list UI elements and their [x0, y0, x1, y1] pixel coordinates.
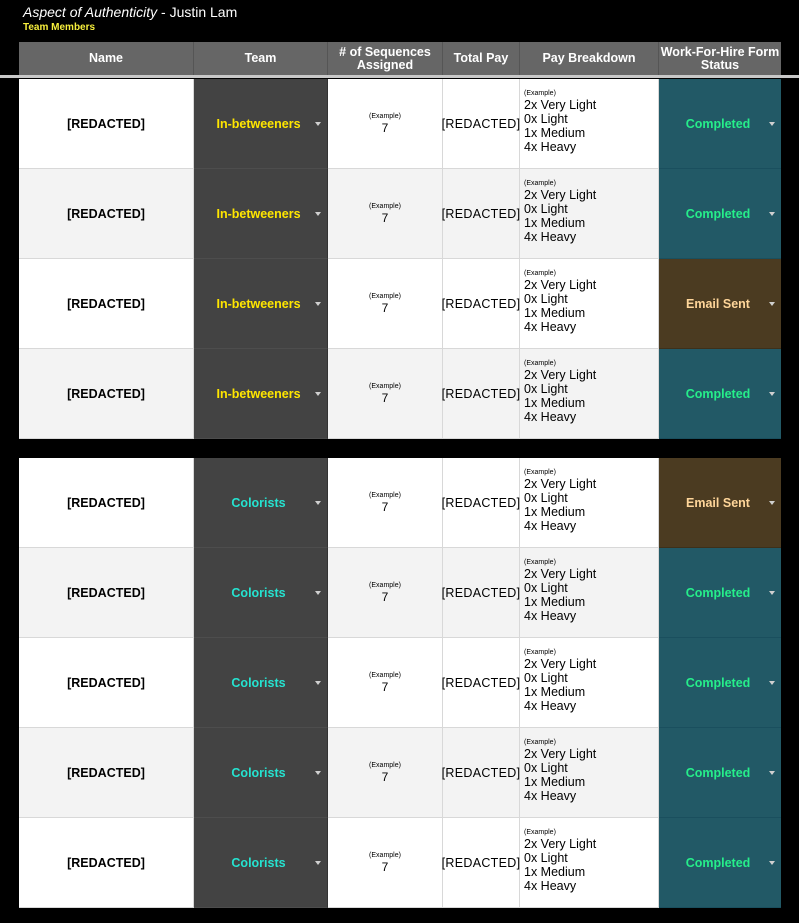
breakdown-line: 1x Medium — [524, 775, 586, 789]
chevron-down-icon[interactable] — [315, 302, 321, 306]
title-separator: - — [157, 4, 170, 20]
breakdown-line: 1x Medium — [524, 216, 586, 230]
table-row — [19, 458, 781, 548]
breakdown-line: 4x Heavy — [524, 410, 577, 424]
breakdown-line: 1x Medium — [524, 396, 586, 410]
header-form-status[interactable]: Work-For-Hire Form Status — [659, 42, 781, 75]
team-dropdown[interactable] — [194, 259, 328, 349]
breakdown-line: 1x Medium — [524, 126, 586, 140]
author-name: Justin Lam — [169, 4, 238, 20]
breakdown-line: 2x Very Light — [524, 567, 597, 581]
breakdown-line: 0x Light — [524, 382, 568, 396]
name-cell[interactable]: [REDACTED] — [19, 548, 194, 638]
sequences-cell[interactable] — [328, 259, 443, 349]
breakdown-line: 2x Very Light — [524, 477, 597, 491]
sheet-title — [23, 4, 237, 20]
team-group — [19, 79, 781, 439]
header-name[interactable]: Name — [19, 42, 194, 75]
status-label: Completed — [685, 116, 751, 131]
header-total-pay[interactable]: Total Pay — [443, 42, 520, 75]
example-note: (Example) — [524, 739, 556, 746]
form-status-dropdown[interactable] — [659, 79, 781, 169]
example-note: (Example) — [369, 581, 401, 589]
breakdown-line: 1x Medium — [524, 865, 586, 879]
form-status-dropdown[interactable] — [659, 169, 781, 259]
header-sequences[interactable]: # of Sequences Assigned — [328, 42, 443, 75]
team-label: Colorists — [231, 495, 286, 510]
example-note: (Example) — [369, 491, 401, 499]
chevron-down-icon[interactable] — [315, 591, 321, 595]
table-row — [19, 638, 781, 728]
sequences-cell[interactable] — [328, 728, 443, 818]
status-label: Completed — [685, 585, 751, 600]
example-note: (Example) — [524, 649, 556, 656]
team-group — [19, 458, 781, 908]
example-note: (Example) — [524, 469, 556, 476]
name-cell[interactable]: [REDACTED] — [19, 458, 194, 548]
pay-breakdown-cell[interactable] — [520, 169, 659, 259]
chevron-down-icon[interactable] — [769, 392, 775, 396]
status-label: Completed — [685, 855, 751, 870]
chevron-down-icon[interactable] — [315, 771, 321, 775]
breakdown-line: 2x Very Light — [524, 657, 597, 671]
status-label: Completed — [685, 765, 751, 780]
form-status-dropdown[interactable] — [659, 548, 781, 638]
total-pay-cell[interactable]: [REDACTED] — [443, 638, 520, 728]
table-row — [19, 349, 781, 439]
breakdown-line: 0x Light — [524, 292, 568, 306]
table-row — [19, 169, 781, 259]
breakdown-line: 1x Medium — [524, 595, 586, 609]
chevron-down-icon[interactable] — [315, 212, 321, 216]
breakdown-line: 2x Very Light — [524, 747, 597, 761]
sequences-cell[interactable] — [328, 79, 443, 169]
sequences-cell[interactable] — [328, 818, 443, 908]
breakdown-line: 0x Light — [524, 761, 568, 775]
total-pay-cell[interactable]: [REDACTED] — [443, 79, 520, 169]
breakdown-line: 4x Heavy — [524, 320, 577, 334]
breakdown-line: 1x Medium — [524, 685, 586, 699]
status-label: Completed — [685, 206, 751, 221]
team-label: Colorists — [231, 855, 286, 870]
breakdown-line: 4x Heavy — [524, 519, 577, 533]
sequences-cell[interactable] — [328, 548, 443, 638]
team-dropdown[interactable] — [194, 458, 328, 548]
breakdown-line: 2x Very Light — [524, 98, 597, 112]
example-note: (Example) — [369, 851, 401, 859]
sequences-cell[interactable] — [328, 349, 443, 439]
breakdown-line: 0x Light — [524, 491, 568, 505]
example-note: (Example) — [369, 292, 401, 300]
total-pay-cell[interactable]: [REDACTED] — [443, 818, 520, 908]
pay-breakdown-cell[interactable] — [520, 458, 659, 548]
breakdown-line: 4x Heavy — [524, 879, 577, 893]
form-status-dropdown[interactable] — [659, 458, 781, 548]
chevron-down-icon[interactable] — [769, 861, 775, 865]
team-dropdown[interactable] — [194, 79, 328, 169]
pay-breakdown-cell[interactable] — [520, 818, 659, 908]
total-pay-cell[interactable]: [REDACTED] — [443, 169, 520, 259]
sequences-value: 7 — [381, 589, 389, 604]
example-note: (Example) — [369, 761, 401, 769]
total-pay-cell[interactable]: [REDACTED] — [443, 458, 520, 548]
breakdown-line: 2x Very Light — [524, 837, 597, 851]
sequences-value: 7 — [381, 859, 389, 874]
sequences-value: 7 — [381, 120, 389, 135]
team-label: In-betweeners — [216, 296, 301, 311]
breakdown-line: 1x Medium — [524, 505, 586, 519]
team-dropdown[interactable] — [194, 638, 328, 728]
breakdown-line: 0x Light — [524, 112, 568, 126]
breakdown-line: 4x Heavy — [524, 609, 577, 623]
chevron-down-icon[interactable] — [315, 681, 321, 685]
pay-breakdown-cell[interactable] — [520, 349, 659, 439]
status-label: Completed — [685, 675, 751, 690]
team-dropdown[interactable] — [194, 169, 328, 259]
example-note: (Example) — [524, 180, 556, 187]
chevron-down-icon[interactable] — [315, 501, 321, 505]
name-cell[interactable]: [REDACTED] — [19, 818, 194, 908]
chevron-down-icon[interactable] — [769, 122, 775, 126]
example-note: (Example) — [524, 360, 556, 367]
team-label: Colorists — [231, 765, 286, 780]
form-status-dropdown[interactable] — [659, 349, 781, 439]
total-pay-cell[interactable]: [REDACTED] — [443, 548, 520, 638]
header-team[interactable]: Team — [194, 42, 328, 75]
team-label: In-betweeners — [216, 386, 301, 401]
breakdown-line: 2x Very Light — [524, 368, 597, 382]
chevron-down-icon[interactable] — [769, 501, 775, 505]
breakdown-line: 2x Very Light — [524, 188, 597, 202]
breakdown-line: 4x Heavy — [524, 230, 577, 244]
form-status-dropdown[interactable] — [659, 818, 781, 908]
pay-breakdown-cell[interactable] — [520, 728, 659, 818]
breakdown-line: 1x Medium — [524, 306, 586, 320]
team-label: Colorists — [231, 675, 286, 690]
team-dropdown[interactable] — [194, 548, 328, 638]
breakdown-line: 2x Very Light — [524, 278, 597, 292]
section-subtitle: Team Members — [23, 22, 96, 33]
form-status-dropdown[interactable] — [659, 259, 781, 349]
table-header — [19, 42, 781, 75]
team-dropdown[interactable] — [194, 728, 328, 818]
chevron-down-icon[interactable] — [315, 392, 321, 396]
name-cell[interactable]: [REDACTED] — [19, 349, 194, 439]
name-cell[interactable]: [REDACTED] — [19, 728, 194, 818]
team-dropdown[interactable] — [194, 818, 328, 908]
example-note: (Example) — [524, 829, 556, 836]
chevron-down-icon[interactable] — [315, 122, 321, 126]
sequences-cell[interactable] — [328, 169, 443, 259]
sequences-cell[interactable] — [328, 638, 443, 728]
sequences-value: 7 — [381, 679, 389, 694]
table-row — [19, 728, 781, 818]
total-pay-cell[interactable]: [REDACTED] — [443, 259, 520, 349]
header-pay-breakdown[interactable]: Pay Breakdown — [520, 42, 659, 75]
chevron-down-icon[interactable] — [769, 212, 775, 216]
pay-breakdown-cell[interactable] — [520, 638, 659, 728]
frozen-row-divider[interactable] — [0, 75, 799, 78]
total-pay-cell[interactable]: [REDACTED] — [443, 349, 520, 439]
name-cell[interactable]: [REDACTED] — [19, 169, 194, 259]
table-row — [19, 818, 781, 908]
chevron-down-icon[interactable] — [769, 302, 775, 306]
sequences-value: 7 — [381, 499, 389, 514]
form-status-dropdown[interactable] — [659, 638, 781, 728]
sequences-value: 7 — [381, 210, 389, 225]
table-row — [19, 548, 781, 638]
team-label: In-betweeners — [216, 116, 301, 131]
chevron-down-icon[interactable] — [769, 681, 775, 685]
team-dropdown[interactable] — [194, 349, 328, 439]
breakdown-line: 0x Light — [524, 851, 568, 865]
example-note: (Example) — [524, 90, 556, 97]
sequences-value: 7 — [381, 300, 389, 315]
name-cell[interactable]: [REDACTED] — [19, 638, 194, 728]
example-note: (Example) — [369, 202, 401, 210]
example-note: (Example) — [524, 270, 556, 277]
status-label: Completed — [685, 386, 751, 401]
chevron-down-icon[interactable] — [769, 771, 775, 775]
chevron-down-icon[interactable] — [315, 861, 321, 865]
sequences-value: 7 — [381, 769, 389, 784]
name-cell[interactable]: [REDACTED] — [19, 259, 194, 349]
breakdown-line: 4x Heavy — [524, 699, 577, 713]
pay-breakdown-cell[interactable] — [520, 259, 659, 349]
pay-breakdown-cell[interactable] — [520, 79, 659, 169]
example-note: (Example) — [369, 671, 401, 679]
breakdown-line: 0x Light — [524, 202, 568, 216]
sequences-value: 7 — [381, 390, 389, 405]
table-row — [19, 79, 781, 169]
name-cell[interactable]: [REDACTED] — [19, 79, 194, 169]
team-label: In-betweeners — [216, 206, 301, 221]
status-label: Email Sent — [686, 495, 750, 510]
sequences-cell[interactable] — [328, 458, 443, 548]
form-status-dropdown[interactable] — [659, 728, 781, 818]
example-note: (Example) — [369, 382, 401, 390]
example-note: (Example) — [369, 112, 401, 120]
breakdown-line: 4x Heavy — [524, 140, 577, 154]
breakdown-line: 0x Light — [524, 671, 568, 685]
status-label: Email Sent — [686, 296, 750, 311]
total-pay-cell[interactable]: [REDACTED] — [443, 728, 520, 818]
example-note: (Example) — [524, 559, 556, 566]
breakdown-line: 0x Light — [524, 581, 568, 595]
pay-breakdown-cell[interactable] — [520, 548, 659, 638]
chevron-down-icon[interactable] — [769, 591, 775, 595]
breakdown-line: 4x Heavy — [524, 789, 577, 803]
table-row — [19, 259, 781, 349]
project-name: Aspect of Authenticity — [23, 4, 158, 20]
team-label: Colorists — [231, 585, 286, 600]
